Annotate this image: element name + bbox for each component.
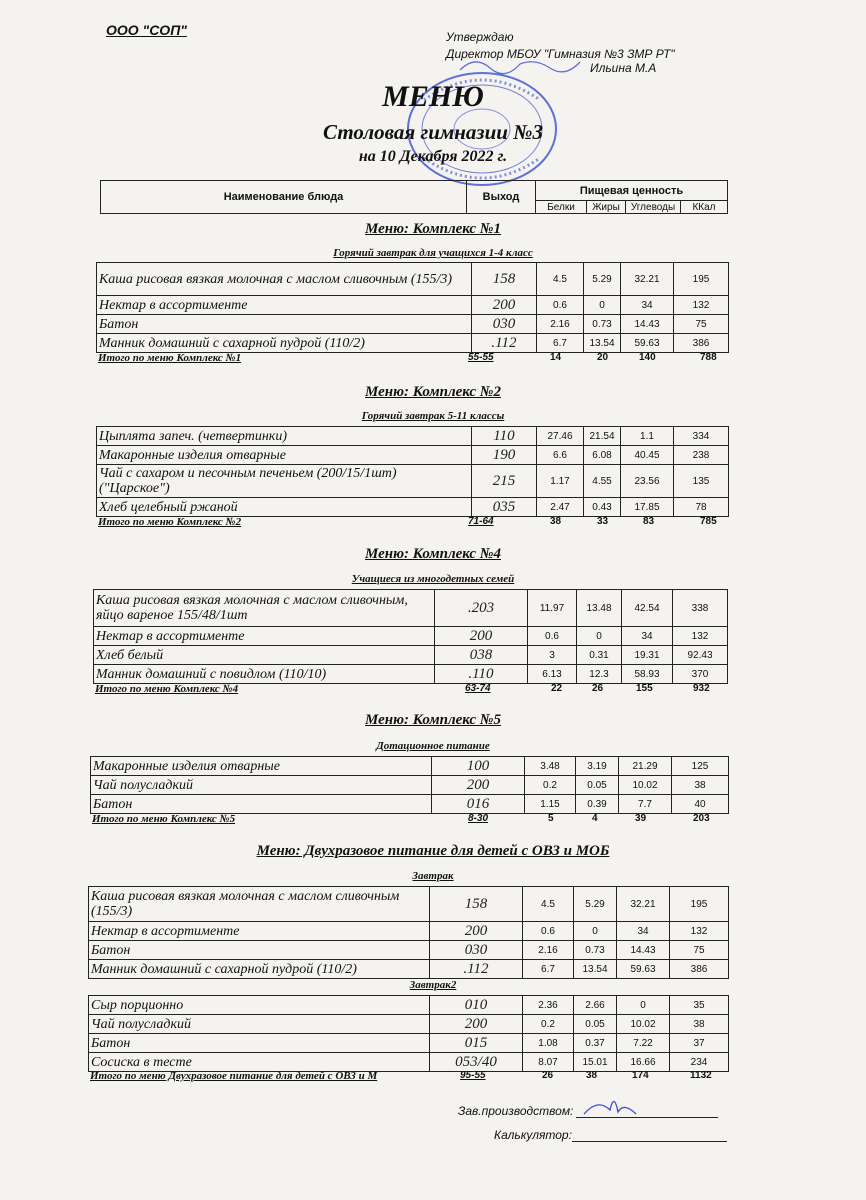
dish-fats: 21.54 [584, 427, 621, 446]
table-row [94, 627, 728, 646]
dish-carbs: 10.02 [619, 776, 672, 795]
table-row [97, 263, 729, 296]
dish-name: Хлеб целебный ржаной [97, 498, 472, 517]
table-row [94, 646, 728, 665]
dish-carbs: 34 [621, 296, 674, 315]
complex2-table [96, 426, 729, 517]
dish-output: 200 [430, 1015, 523, 1034]
dish-name: Макаронные изделия отварные [97, 446, 472, 465]
dish-output: 053/40 [430, 1053, 523, 1072]
header-dish-name: Наименование блюда [101, 181, 467, 214]
dish-fats: 5.29 [584, 263, 621, 296]
dish-carbs: 14.43 [621, 315, 674, 334]
dish-name: Батон [91, 795, 432, 814]
complex2-subtitle: Горячий завтрак 5-11 классы [361, 410, 505, 422]
dish-proteins: 27.46 [537, 427, 584, 446]
dish-fats: 0.73 [574, 941, 617, 960]
total-label: Итого по меню Комплекс №1 [98, 352, 242, 364]
complex5-table [90, 756, 729, 814]
dish-kcal: 195 [674, 263, 729, 296]
ovz-title: Меню: Двухразовое питание для детей с ОВЗ и МОБ [256, 843, 610, 859]
table-row [94, 590, 728, 627]
dish-name: Сыр порционно [89, 996, 430, 1015]
menu-date: на 10 Декабря 2022 г. [358, 148, 508, 165]
complex2-title: Меню: Комплекс №2 [365, 384, 501, 400]
dish-name: Манник домашний с повидлом (110/10) [94, 665, 435, 684]
table-row [97, 334, 729, 353]
total-proteins: 22 [551, 683, 563, 694]
dish-name: Чай с сахаром и песочным печеньем (200/15/1шт) ("Царское") [97, 465, 472, 498]
column-header-table [100, 180, 728, 214]
dish-fats: 13.54 [584, 334, 621, 353]
table-row [97, 446, 729, 465]
dish-carbs: 7.7 [619, 795, 672, 814]
total-fats: 38 [586, 1070, 598, 1081]
page-title: МЕНЮ [382, 80, 484, 113]
dish-name: Каша рисовая вязкая молочная с маслом сливочным (155/3) [89, 887, 430, 922]
dish-name: Чай полусладкий [89, 1015, 430, 1034]
total-label: Итого по меню Комплекс №4 [95, 683, 239, 695]
ovz-breakfast-title: Завтрак [412, 870, 454, 882]
director-signature [455, 50, 585, 80]
dish-kcal: 92.43 [673, 646, 728, 665]
total-price: 63-74 [465, 683, 491, 694]
dish-fats: 12.3 [577, 665, 622, 684]
total-kcal: 785 [700, 516, 717, 527]
total-carbs: 174 [632, 1070, 649, 1081]
ovz-breakfast2-title: Завтрак2 [409, 979, 457, 991]
approval-line-1: Утверждаю [446, 30, 514, 44]
dish-output: 158 [430, 887, 523, 922]
dish-kcal: 135 [674, 465, 729, 498]
dish-kcal: 37 [670, 1034, 729, 1053]
total-fats: 4 [592, 813, 598, 824]
dish-output: 158 [472, 263, 537, 296]
manager-signature [580, 1088, 640, 1120]
dish-carbs: 59.63 [621, 334, 674, 353]
dish-name: Батон [97, 315, 472, 334]
dish-proteins: 2.47 [537, 498, 584, 517]
dish-name: Нектар в ассортименте [89, 922, 430, 941]
dish-name: Сосиска в тесте [89, 1053, 430, 1072]
total-kcal: 1132 [690, 1070, 712, 1081]
dish-fats: 13.54 [574, 960, 617, 979]
table-row [89, 960, 729, 979]
dish-output: 200 [430, 922, 523, 941]
table-row [94, 665, 728, 684]
total-carbs: 83 [643, 516, 655, 527]
dish-output: 215 [472, 465, 537, 498]
dish-proteins: 4.5 [537, 263, 584, 296]
table-row [91, 757, 729, 776]
calculator-signature-line [572, 1141, 727, 1142]
ovz-total-row [90, 1070, 730, 1084]
dish-name: Манник домашний с сахарной пудрой (110/2) [89, 960, 430, 979]
dish-carbs: 23.56 [621, 465, 674, 498]
dish-proteins: 1.08 [523, 1034, 574, 1053]
dish-kcal: 386 [674, 334, 729, 353]
dish-kcal: 386 [670, 960, 729, 979]
header-kcal: ККал [681, 201, 728, 214]
dish-kcal: 75 [670, 941, 729, 960]
ovz-breakfast2-table [88, 995, 729, 1072]
header-output: Выход [467, 181, 536, 214]
total-proteins: 26 [542, 1070, 554, 1081]
dish-output: .112 [430, 960, 523, 979]
table-row [89, 996, 729, 1015]
dish-kcal: 338 [673, 590, 728, 627]
dish-proteins: 3 [528, 646, 577, 665]
dish-carbs: 10.02 [617, 1015, 670, 1034]
dish-output: .112 [472, 334, 537, 353]
dish-fats: 0.05 [574, 1015, 617, 1034]
total-kcal: 203 [693, 813, 710, 824]
dish-carbs: 32.21 [617, 887, 670, 922]
dish-kcal: 132 [673, 627, 728, 646]
dish-kcal: 334 [674, 427, 729, 446]
dish-kcal: 370 [673, 665, 728, 684]
dish-carbs: 16.66 [617, 1053, 670, 1072]
dish-fats: 0.37 [574, 1034, 617, 1053]
company-name: ООО "СОП" [106, 22, 187, 38]
complex1-total-row [98, 352, 738, 366]
complex4-title: Меню: Комплекс №4 [365, 546, 501, 562]
dish-carbs: 19.31 [622, 646, 673, 665]
header-fats: Жиры [587, 201, 626, 214]
dish-fats: 0 [577, 627, 622, 646]
total-kcal: 788 [700, 352, 717, 363]
complex1-table [96, 262, 729, 353]
complex4-table [93, 589, 728, 684]
dish-name: Хлеб белый [94, 646, 435, 665]
complex4-subtitle: Учащиеся из многодетных семей [351, 573, 515, 585]
approval-line-2: Директор МБОУ "Гимназия №3 ЗМР РТ" [446, 47, 675, 61]
total-carbs: 140 [639, 352, 656, 363]
dish-kcal: 195 [670, 887, 729, 922]
dish-proteins: 4.5 [523, 887, 574, 922]
dish-output: .110 [435, 665, 528, 684]
ovz-breakfast-table [88, 886, 729, 979]
dish-kcal: 75 [674, 315, 729, 334]
dish-carbs: 58.93 [622, 665, 673, 684]
dish-carbs: 34 [617, 922, 670, 941]
dish-fats: 15.01 [574, 1053, 617, 1072]
dish-name: Батон [89, 941, 430, 960]
dish-kcal: 38 [670, 1015, 729, 1034]
dish-name: Нектар в ассортименте [94, 627, 435, 646]
dish-fats: 0.31 [577, 646, 622, 665]
table-row [89, 1015, 729, 1034]
dish-kcal: 132 [674, 296, 729, 315]
dish-output: 038 [435, 646, 528, 665]
total-price: 95-55 [460, 1070, 486, 1081]
dish-carbs: 0 [617, 996, 670, 1015]
dish-kcal: 132 [670, 922, 729, 941]
dish-fats: 0 [574, 922, 617, 941]
table-row [91, 776, 729, 795]
dish-proteins: 6.6 [537, 446, 584, 465]
complex5-title: Меню: Комплекс №5 [365, 712, 501, 728]
dish-fats: 4.55 [584, 465, 621, 498]
dish-proteins: 0.6 [537, 296, 584, 315]
dish-output: 190 [472, 446, 537, 465]
dish-fats: 6.08 [584, 446, 621, 465]
total-carbs: 39 [635, 813, 647, 824]
dish-kcal: 38 [672, 776, 729, 795]
dish-proteins: 1.15 [525, 795, 576, 814]
dish-proteins: 6.7 [537, 334, 584, 353]
dish-proteins: 1.17 [537, 465, 584, 498]
total-carbs: 155 [636, 683, 653, 694]
header-nutrition: Пищевая ценность [536, 181, 728, 201]
dish-fats: 0.43 [584, 498, 621, 517]
complex5-total-row [92, 813, 732, 827]
total-label: Итого по меню Комплекс №5 [92, 813, 236, 825]
complex5-subtitle: Дотационное питание [376, 740, 490, 752]
dish-name: Чай полусладкий [91, 776, 432, 795]
dish-proteins: 2.36 [523, 996, 574, 1015]
dish-name: Батон [89, 1034, 430, 1053]
page-subtitle: Столовая гимназии №3 [323, 120, 543, 144]
total-price: 8-30 [468, 813, 489, 824]
header-carbs: Углеводы [626, 201, 681, 214]
dish-proteins: 2.16 [523, 941, 574, 960]
dish-output: 030 [472, 315, 537, 334]
dish-output: .203 [435, 590, 528, 627]
dish-kcal: 234 [670, 1053, 729, 1072]
dish-output: 016 [432, 795, 525, 814]
dish-carbs: 40.45 [621, 446, 674, 465]
dish-proteins: 2.16 [537, 315, 584, 334]
table-row [97, 465, 729, 498]
dish-proteins: 6.13 [528, 665, 577, 684]
table-row [89, 922, 729, 941]
dish-carbs: 32.21 [621, 263, 674, 296]
table-row [97, 315, 729, 334]
dish-output: 200 [472, 296, 537, 315]
total-proteins: 38 [550, 516, 562, 527]
dish-carbs: 59.63 [617, 960, 670, 979]
dish-carbs: 34 [622, 627, 673, 646]
dish-output: 010 [430, 996, 523, 1015]
table-row [89, 887, 729, 922]
total-label: Итого по меню Комплекс №2 [98, 516, 242, 528]
table-row [97, 427, 729, 446]
production-manager-label: Зав.производством: [458, 1104, 574, 1118]
dish-carbs: 17.85 [621, 498, 674, 517]
header-proteins: Белки [536, 201, 587, 214]
dish-fats: 5.29 [574, 887, 617, 922]
table-row [91, 795, 729, 814]
dish-proteins: 8.07 [523, 1053, 574, 1072]
approval-line-3: Ильина М.А [590, 61, 657, 75]
total-fats: 26 [592, 683, 604, 694]
dish-proteins: 6.7 [523, 960, 574, 979]
total-price: 71-64 [468, 516, 494, 527]
dish-output: 015 [430, 1034, 523, 1053]
dish-kcal: 78 [674, 498, 729, 517]
dish-name: Каша рисовая вязкая молочная с маслом сливочным (155/3) [97, 263, 472, 296]
dish-proteins: 3.48 [525, 757, 576, 776]
dish-name: Манник домашний с сахарной пудрой (110/2) [97, 334, 472, 353]
dish-output: 200 [435, 627, 528, 646]
dish-output: 100 [432, 757, 525, 776]
dish-name: Макаронные изделия отварные [91, 757, 432, 776]
total-proteins: 14 [550, 352, 562, 363]
dish-fats: 3.19 [576, 757, 619, 776]
total-fats: 33 [597, 516, 609, 527]
dish-output: 200 [432, 776, 525, 795]
table-row [97, 296, 729, 315]
total-kcal: 932 [693, 683, 710, 694]
dish-name: Цыплята запеч. (четвертинки) [97, 427, 472, 446]
dish-output: 030 [430, 941, 523, 960]
complex2-total-row [98, 516, 738, 530]
dish-kcal: 238 [674, 446, 729, 465]
dish-carbs: 7.22 [617, 1034, 670, 1053]
dish-output: 035 [472, 498, 537, 517]
dish-fats: 13.48 [577, 590, 622, 627]
complex1-subtitle: Горячий завтрак для учащихся 1-4 класс [333, 247, 533, 259]
total-fats: 20 [597, 352, 609, 363]
dish-fats: 2.66 [574, 996, 617, 1015]
complex4-total-row [95, 683, 735, 697]
complex1-title: Меню: Комплекс №1 [365, 221, 501, 237]
table-row [97, 498, 729, 517]
dish-kcal: 40 [672, 795, 729, 814]
dish-fats: 0.73 [584, 315, 621, 334]
calculator-label: Калькулятор: [494, 1128, 572, 1142]
table-row [89, 941, 729, 960]
dish-fats: 0 [584, 296, 621, 315]
dish-output: 110 [472, 427, 537, 446]
dish-fats: 0.05 [576, 776, 619, 795]
total-label: Итого по меню Двухразовое питание для детей с ОВЗ и М [90, 1070, 378, 1082]
dish-kcal: 125 [672, 757, 729, 776]
dish-carbs: 1.1 [621, 427, 674, 446]
dish-proteins: 0.2 [523, 1015, 574, 1034]
dish-carbs: 42.54 [622, 590, 673, 627]
table-row [89, 1053, 729, 1072]
table-row [89, 1034, 729, 1053]
dish-name: Каша рисовая вязкая молочная с маслом сливочным, яйцо вареное 155/48/1шт [94, 590, 435, 627]
dish-proteins: 0.6 [523, 922, 574, 941]
dish-proteins: 0.2 [525, 776, 576, 795]
dish-carbs: 14.43 [617, 941, 670, 960]
total-price: 55-55 [468, 352, 494, 363]
total-proteins: 5 [548, 813, 554, 824]
dish-carbs: 21.29 [619, 757, 672, 776]
dish-proteins: 0.6 [528, 627, 577, 646]
dish-fats: 0.39 [576, 795, 619, 814]
dish-proteins: 11.97 [528, 590, 577, 627]
dish-kcal: 35 [670, 996, 729, 1015]
dish-name: Нектар в ассортименте [97, 296, 472, 315]
